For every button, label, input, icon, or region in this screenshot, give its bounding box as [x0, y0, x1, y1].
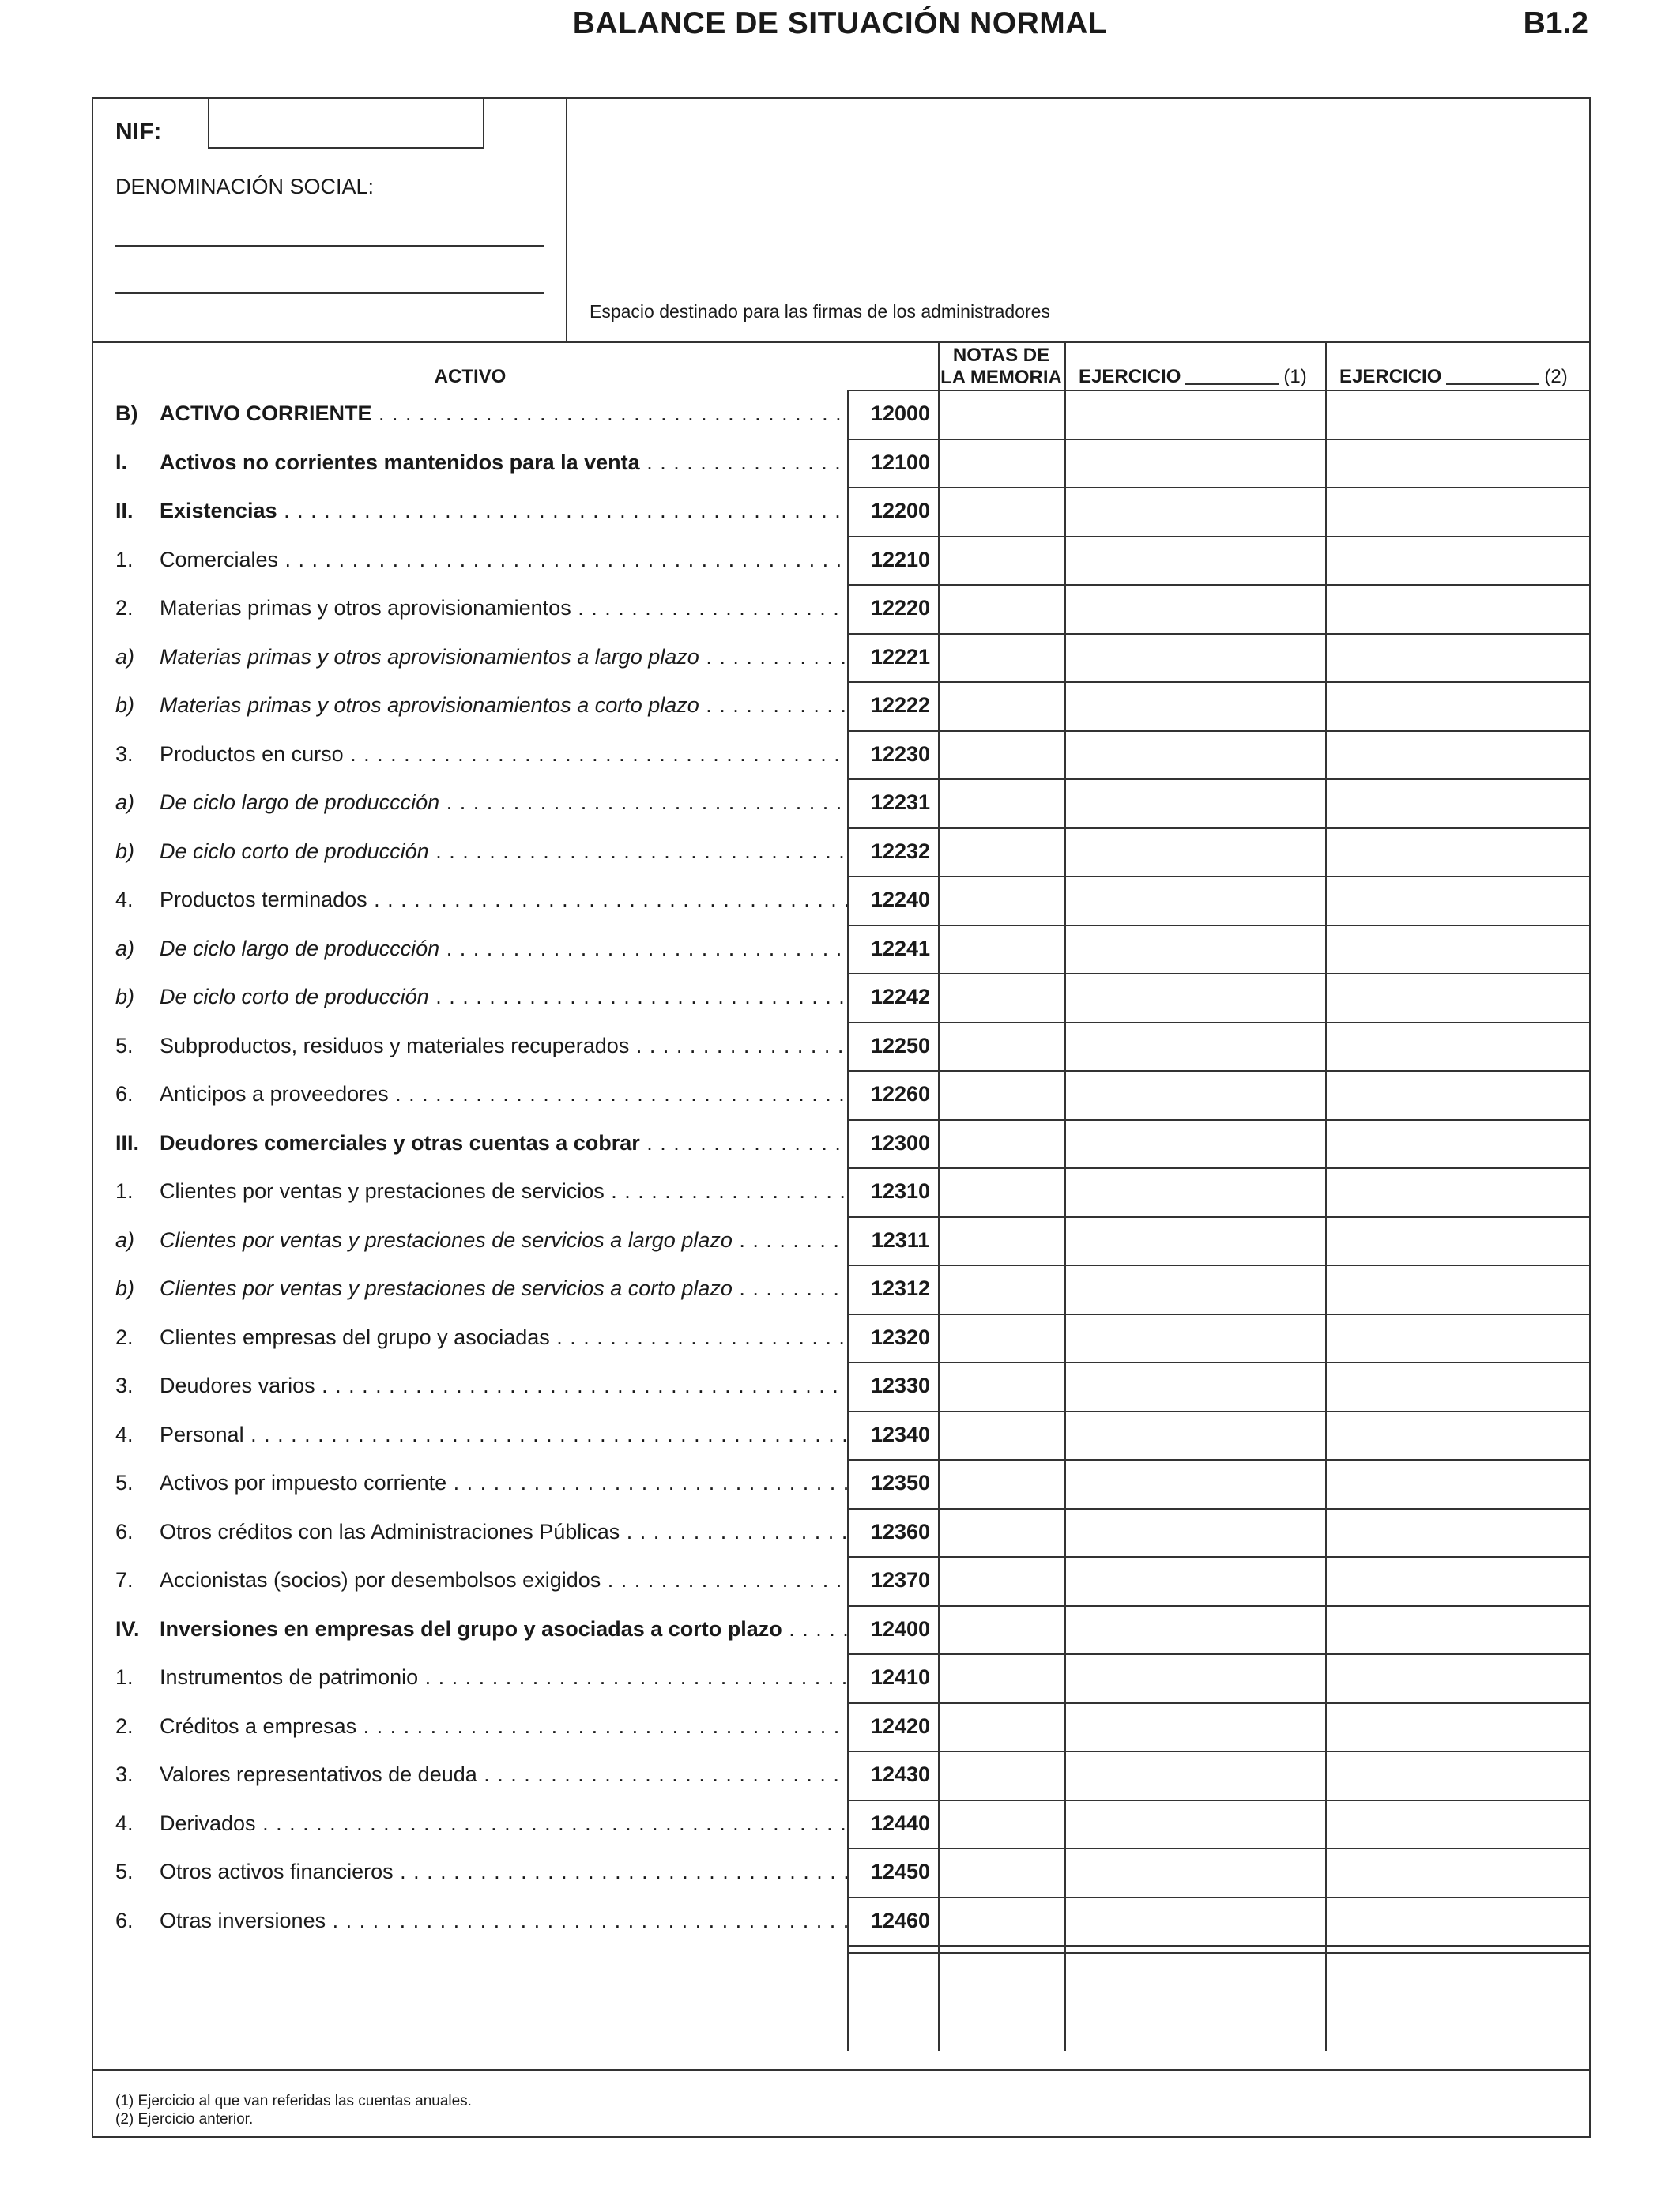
row-label: Valores representativos de deuda [160, 1762, 477, 1787]
row-label: ACTIVO CORRIENTE [160, 401, 372, 426]
ejercicio-2-cell[interactable] [1325, 1119, 1591, 1168]
row-code: 12210 [870, 547, 931, 571]
ejercicio-1-cell[interactable] [1064, 1167, 1325, 1216]
row-label-cell [160, 1909, 847, 1933]
row-label-cell [160, 1374, 847, 1398]
row-label-cell [160, 1179, 847, 1204]
balance-row [93, 439, 931, 488]
row-label: Clientes por ventas y prestaciones de servicios a corto plazo [160, 1276, 733, 1301]
row-label: Activos por impuesto corriente [160, 1471, 447, 1495]
row-code: 12200 [870, 499, 931, 523]
row-label: Materias primas y otros aprovisionamientos a corto plazo [160, 693, 699, 718]
row-label-cell [160, 401, 847, 426]
ejercicio-2-cell[interactable] [1325, 439, 1591, 488]
row-label-cell [160, 1568, 847, 1593]
row-label: Anticipos a proveedores [160, 1082, 389, 1106]
balance-row [93, 1459, 931, 1508]
ejercicio-2-cell[interactable] [1325, 1265, 1591, 1314]
ejercicio-2-cell[interactable] [1325, 973, 1591, 1022]
notas-cell[interactable] [938, 973, 1064, 1022]
balance-row [93, 390, 931, 439]
notas-cell[interactable] [938, 1314, 1064, 1363]
balance-row [93, 1265, 931, 1314]
ejercicio-1-cell[interactable] [1064, 1411, 1325, 1460]
balance-row [93, 1216, 930, 1265]
row-label: Deudores comerciales y otras cuentas a cobrar [160, 1130, 640, 1155]
ejercicio-2-cell[interactable] [1325, 876, 1591, 925]
notas-cell[interactable] [938, 730, 1064, 779]
row-label: Comerciales [160, 547, 279, 571]
balance-row [93, 1897, 931, 1946]
row-number: a) [115, 936, 135, 960]
ejercicio-2-cell[interactable] [1325, 1751, 1591, 1800]
footnote-1: (1) Ejercicio al que van referidas las cuentas anuales. [115, 2093, 472, 2109]
denominacion-line-1[interactable] [115, 245, 544, 247]
notas-cell[interactable] [938, 827, 1064, 876]
balance-row [93, 584, 931, 633]
form-frame [92, 97, 1591, 2138]
ejercicio-1-cell[interactable] [1064, 1216, 1325, 1265]
signature-area-note: Espacio destinado para las firmas de los administradores [590, 301, 1050, 322]
ejercicio-1-cell[interactable] [1064, 439, 1325, 488]
row-label: Derivados [160, 1811, 256, 1835]
notas-cell[interactable] [938, 1751, 1064, 1800]
balance-row [93, 536, 931, 585]
balance-row [93, 1556, 931, 1605]
row-code: 12310 [870, 1179, 931, 1204]
row-label: De ciclo corto de producción [160, 839, 429, 863]
ejercicio-1-cell[interactable] [1064, 1897, 1325, 1946]
ejercicio-2-cell[interactable] [1325, 584, 1591, 633]
notas-cell[interactable] [938, 1556, 1064, 1605]
row-label: Otras inversiones [160, 1908, 326, 1932]
row-code: 12460 [870, 1908, 931, 1932]
nif-label: NIF: [115, 119, 162, 145]
ejercicio-2-cell[interactable] [1325, 1702, 1591, 1751]
row-label: Materias primas y otros aprovisionamientos [160, 596, 571, 620]
notas-cell[interactable] [938, 876, 1064, 925]
notas-cell[interactable] [938, 681, 1064, 730]
balance-row [93, 681, 931, 730]
ejercicio-2-cell[interactable] [1325, 1897, 1591, 1946]
row-code: 12241 [870, 936, 931, 960]
balance-row [93, 973, 931, 1022]
notas-line-1: NOTAS DE [952, 345, 1050, 366]
row-label: Clientes empresas del grupo y asociadas [160, 1325, 550, 1349]
row-label-cell [160, 937, 847, 961]
row-number: 3. [115, 741, 134, 766]
row-label-cell [160, 888, 847, 912]
balance-row [93, 1702, 931, 1751]
row-label-cell [160, 1860, 847, 1884]
balance-row [93, 487, 931, 536]
row-label: Activos no corrientes mantenidos para la venta [160, 450, 640, 474]
row-code: 12250 [870, 1033, 931, 1057]
row-label-cell [160, 1520, 847, 1544]
balance-row [93, 1022, 931, 1071]
balance-row [93, 778, 931, 827]
notas-cell[interactable] [938, 1605, 1064, 1654]
ejercicio-2-cell[interactable] [1325, 778, 1591, 827]
denominacion-label: DENOMINACIÓN SOCIAL: [115, 175, 375, 198]
row-code: 12100 [870, 450, 931, 474]
ejercicio-1-cell[interactable] [1064, 1265, 1325, 1314]
ejercicio-2-cell[interactable] [1325, 681, 1591, 730]
ejercicio-2-cell[interactable] [1325, 390, 1591, 439]
ejercicio-2-cell[interactable] [1325, 1653, 1591, 1702]
ejercicio-2-cell[interactable] [1325, 487, 1591, 536]
notas-cell[interactable] [938, 1362, 1064, 1411]
ejercicio-2-cell[interactable] [1325, 1605, 1591, 1654]
balance-row [93, 876, 931, 925]
notas-cell[interactable] [938, 584, 1064, 633]
row-label-cell [160, 1471, 847, 1495]
row-number: 7. [115, 1568, 134, 1593]
ejercicio-1-cell[interactable] [1064, 536, 1325, 585]
row-label-cell [160, 499, 847, 523]
row-code: 12222 [870, 693, 931, 718]
notas-cell[interactable] [938, 1167, 1064, 1216]
balance-row [93, 633, 931, 682]
ejercicio-1-label: EJERCICIO [1079, 366, 1181, 387]
ejercicio-1-cell[interactable] [1064, 925, 1325, 974]
row-code: 12221 [870, 644, 931, 669]
notas-cell[interactable] [938, 1216, 1064, 1265]
row-code: 12230 [870, 741, 931, 766]
column-notas-memoria [938, 342, 1064, 390]
balance-row [93, 1119, 931, 1168]
notas-cell[interactable] [938, 1508, 1064, 1557]
row-number: 6. [115, 1908, 134, 1932]
row-code: 12330 [870, 1374, 931, 1398]
row-label: Personal [160, 1422, 244, 1446]
ejercicio-2-cell[interactable] [1325, 1070, 1591, 1119]
row-label-cell [160, 1423, 847, 1447]
notas-cell[interactable] [938, 1411, 1064, 1460]
row-number: 5. [115, 1471, 134, 1495]
row-code: 12340 [870, 1422, 931, 1446]
row-code: 12360 [870, 1519, 931, 1544]
row-label: Existencias [160, 499, 277, 523]
row-code: 12232 [870, 839, 931, 863]
row-code: 12320 [870, 1325, 931, 1349]
balance-row [93, 1605, 931, 1654]
ejercicio-1-cell[interactable] [1064, 1848, 1325, 1897]
row-label: Deudores varios [160, 1374, 315, 1398]
notas-cell[interactable] [938, 1800, 1064, 1849]
row-label-cell [160, 1131, 847, 1155]
balance-row [93, 1167, 931, 1216]
ejercicio-2-cell[interactable] [1325, 1556, 1591, 1605]
balance-row [93, 1848, 931, 1897]
notas-cell[interactable] [938, 1119, 1064, 1168]
nif-input[interactable] [208, 99, 484, 149]
balance-row [93, 1653, 931, 1702]
ejercicio-2-cell[interactable] [1325, 1167, 1591, 1216]
row-number: 5. [115, 1860, 134, 1884]
row-number: 1. [115, 1179, 134, 1204]
row-code: 12242 [870, 985, 931, 1009]
ejercicio-1-cell[interactable] [1064, 1119, 1325, 1168]
ejercicio-1-cell[interactable] [1064, 390, 1325, 439]
notas-cell[interactable] [938, 390, 1064, 439]
row-number: 3. [115, 1762, 134, 1787]
balance-row [93, 1314, 931, 1363]
row-code: 12440 [870, 1811, 931, 1835]
row-number: 4. [115, 1811, 134, 1835]
table-bottom-border [847, 1952, 1591, 1954]
row-label-cell [160, 1762, 847, 1787]
row-label-cell [160, 1034, 847, 1058]
column-activo: ACTIVO [434, 366, 507, 387]
row-number: B) [115, 401, 138, 426]
ejercicio-1-cell[interactable] [1064, 633, 1325, 682]
row-label: Subproductos, residuos y materiales recuperados [160, 1033, 630, 1057]
ejercicio-1-cell[interactable] [1064, 584, 1325, 633]
ejercicio-2-cell[interactable] [1325, 1411, 1591, 1460]
row-label-cell [160, 645, 847, 669]
ejercicio-1-cell[interactable] [1064, 876, 1325, 925]
row-label: Instrumentos de patrimonio [160, 1665, 419, 1690]
row-label-cell [160, 693, 847, 718]
row-code: 12350 [870, 1471, 931, 1495]
row-number: 6. [115, 1519, 134, 1544]
notas-cell[interactable] [938, 1702, 1064, 1751]
row-label: Productos terminados [160, 888, 367, 912]
ejercicio-2-cell[interactable] [1325, 925, 1591, 974]
row-number: a) [115, 644, 135, 669]
row-number: 1. [115, 1665, 134, 1690]
ejercicio-1-cell[interactable] [1064, 1459, 1325, 1508]
row-code: 12400 [870, 1616, 931, 1641]
ejercicio-2-cell[interactable] [1325, 536, 1591, 585]
footnote-divider [93, 2069, 1589, 2071]
row-number: III. [115, 1130, 140, 1155]
row-label: De ciclo largo de produccción [160, 790, 440, 815]
row-number: b) [115, 985, 135, 1009]
row-number: 4. [115, 1422, 134, 1446]
ejercicio-1-cell[interactable] [1064, 1556, 1325, 1605]
notas-cell[interactable] [938, 1897, 1064, 1946]
row-label-cell [160, 985, 847, 1009]
balance-row [93, 1411, 931, 1460]
row-label: Inversiones en empresas del grupo y asociadas a corto plazo [160, 1616, 782, 1641]
balance-row [93, 1800, 931, 1849]
notas-cell[interactable] [938, 1653, 1064, 1702]
ejercicio-1-cell[interactable] [1064, 1653, 1325, 1702]
row-label: Materias primas y otros aprovisionamientos a largo plazo [160, 644, 699, 669]
ejercicio-1-cell[interactable] [1064, 1022, 1325, 1071]
ejercicio-2-cell[interactable] [1325, 1800, 1591, 1849]
balance-row [93, 925, 931, 974]
balance-row [93, 1070, 931, 1119]
ejercicio-1-year-field[interactable] [1185, 382, 1279, 385]
ejercicio-2-cell[interactable] [1325, 1508, 1591, 1557]
row-label-cell [160, 1082, 847, 1106]
denominacion-line-2[interactable] [115, 292, 544, 294]
row-label-cell [160, 1228, 847, 1253]
ejercicio-2-year-field[interactable] [1446, 382, 1539, 385]
row-number: I. [115, 450, 128, 474]
row-number: 2. [115, 1325, 134, 1349]
form-code: B1.2 [1523, 6, 1588, 40]
notas-cell[interactable] [938, 633, 1064, 682]
row-label-cell [160, 790, 847, 815]
ejercicio-1-cell[interactable] [1064, 1751, 1325, 1800]
notas-cell[interactable] [938, 1459, 1064, 1508]
ejercicio-1-cell[interactable] [1064, 827, 1325, 876]
ejercicio-2-cell[interactable] [1325, 1362, 1591, 1411]
ejercicio-1-cell[interactable] [1064, 1800, 1325, 1849]
notas-cell[interactable] [938, 1265, 1064, 1314]
ejercicio-1-cell[interactable] [1064, 1070, 1325, 1119]
row-number: b) [115, 839, 135, 863]
balance-row [93, 1362, 931, 1411]
notas-cell[interactable] [938, 778, 1064, 827]
ejercicio-1-ref: (1) [1283, 366, 1307, 387]
row-number: 6. [115, 1082, 134, 1106]
column-ejercicio-2 [1325, 342, 1591, 390]
row-code: 12312 [870, 1276, 931, 1301]
row-label-cell [160, 450, 847, 475]
row-number: a) [115, 1227, 135, 1252]
row-code: 12231 [870, 790, 931, 815]
row-label: De ciclo corto de producción [160, 985, 429, 1009]
row-code: 12000 [870, 401, 931, 426]
row-code: 12410 [870, 1665, 931, 1690]
balance-row [93, 730, 931, 779]
ejercicio-1-cell[interactable] [1064, 1605, 1325, 1654]
code-column-border [847, 390, 849, 2051]
notas-cell[interactable] [938, 439, 1064, 488]
ejercicio-2-label: EJERCICIO [1339, 366, 1442, 387]
notas-line-2: LA MEMORIA [940, 367, 1062, 388]
row-number: b) [115, 1276, 135, 1301]
row-number: 4. [115, 888, 134, 912]
row-code: 12370 [870, 1568, 931, 1593]
notas-cell[interactable] [938, 925, 1064, 974]
ejercicio-1-cell[interactable] [1064, 1508, 1325, 1557]
notas-cell[interactable] [938, 1070, 1064, 1119]
footnotes [115, 2092, 472, 2128]
ejercicio-2-cell[interactable] [1325, 1216, 1591, 1265]
row-label: Accionistas (socios) por desembolsos exigidos [160, 1568, 601, 1593]
row-number: IV. [115, 1616, 140, 1641]
ejercicio-1-cell[interactable] [1064, 681, 1325, 730]
ejercicio-1-cell[interactable] [1064, 1314, 1325, 1363]
ejercicio-1-cell[interactable] [1064, 973, 1325, 1022]
row-label: Productos en curso [160, 741, 344, 766]
balance-row [93, 1508, 931, 1557]
notas-cell[interactable] [938, 1022, 1064, 1071]
row-label-cell [160, 596, 847, 620]
row-code: 12220 [870, 596, 931, 620]
row-code: 12260 [870, 1082, 931, 1106]
form-title: BALANCE DE SITUACIÓN NORMAL [572, 6, 1108, 40]
ejercicio-2-cell[interactable] [1325, 1848, 1591, 1897]
notas-cell[interactable] [938, 487, 1064, 536]
row-label: Clientes por ventas y prestaciones de servicios a largo plazo [160, 1227, 733, 1252]
row-code: 12420 [870, 1713, 931, 1738]
row-label-cell [160, 548, 847, 572]
row-label: De ciclo largo de produccción [160, 936, 440, 960]
ejercicio-2-cell[interactable] [1325, 1022, 1591, 1071]
notas-cell[interactable] [938, 536, 1064, 585]
ejercicio-1-cell[interactable] [1064, 1362, 1325, 1411]
row-code: 12311 [871, 1227, 930, 1252]
row-label: Créditos a empresas [160, 1713, 357, 1738]
row-divider [847, 1945, 1591, 1947]
row-code: 12430 [870, 1762, 931, 1787]
row-number: 2. [115, 1713, 134, 1738]
footnote-2: (2) Ejercicio anterior. [115, 2111, 254, 2128]
notas-cell[interactable] [938, 1848, 1064, 1897]
row-number: II. [115, 499, 134, 523]
balance-row [93, 1751, 931, 1800]
ejercicio-1-cell[interactable] [1064, 730, 1325, 779]
row-label: Otros créditos con las Administraciones Públicas [160, 1519, 620, 1544]
ejercicio-2-cell[interactable] [1325, 633, 1591, 682]
ejercicio-2-cell[interactable] [1325, 1459, 1591, 1508]
row-label-cell [160, 1665, 847, 1690]
column-ejercicio-1 [1064, 342, 1325, 390]
ejercicio-1-cell[interactable] [1064, 487, 1325, 536]
row-number: 3. [115, 1374, 134, 1398]
row-label-cell [160, 839, 847, 864]
ejercicio-1-cell[interactable] [1064, 778, 1325, 827]
row-label-cell [160, 742, 847, 767]
ejercicio-2-cell[interactable] [1325, 730, 1591, 779]
row-label-cell [160, 1325, 847, 1350]
row-label: Clientes por ventas y prestaciones de servicios [160, 1179, 605, 1204]
balance-row [93, 827, 931, 876]
row-label-cell [160, 1276, 847, 1301]
ejercicio-2-cell[interactable] [1325, 827, 1591, 876]
row-label-cell [160, 1811, 847, 1836]
row-number: a) [115, 790, 135, 815]
row-number: 2. [115, 596, 134, 620]
row-code: 12300 [870, 1130, 931, 1155]
company-identification [93, 99, 567, 341]
row-code: 12450 [870, 1860, 931, 1884]
ejercicio-1-cell[interactable] [1064, 1702, 1325, 1751]
row-number: 1. [115, 547, 134, 571]
row-code: 12240 [870, 888, 931, 912]
row-label-cell [160, 1617, 847, 1642]
row-label-cell [160, 1714, 847, 1739]
ejercicio-2-cell[interactable] [1325, 1314, 1591, 1363]
row-number: 5. [115, 1033, 134, 1057]
row-label: Otros activos financieros [160, 1860, 394, 1884]
ejercicio-2-ref: (2) [1544, 366, 1568, 387]
row-number: b) [115, 693, 135, 718]
